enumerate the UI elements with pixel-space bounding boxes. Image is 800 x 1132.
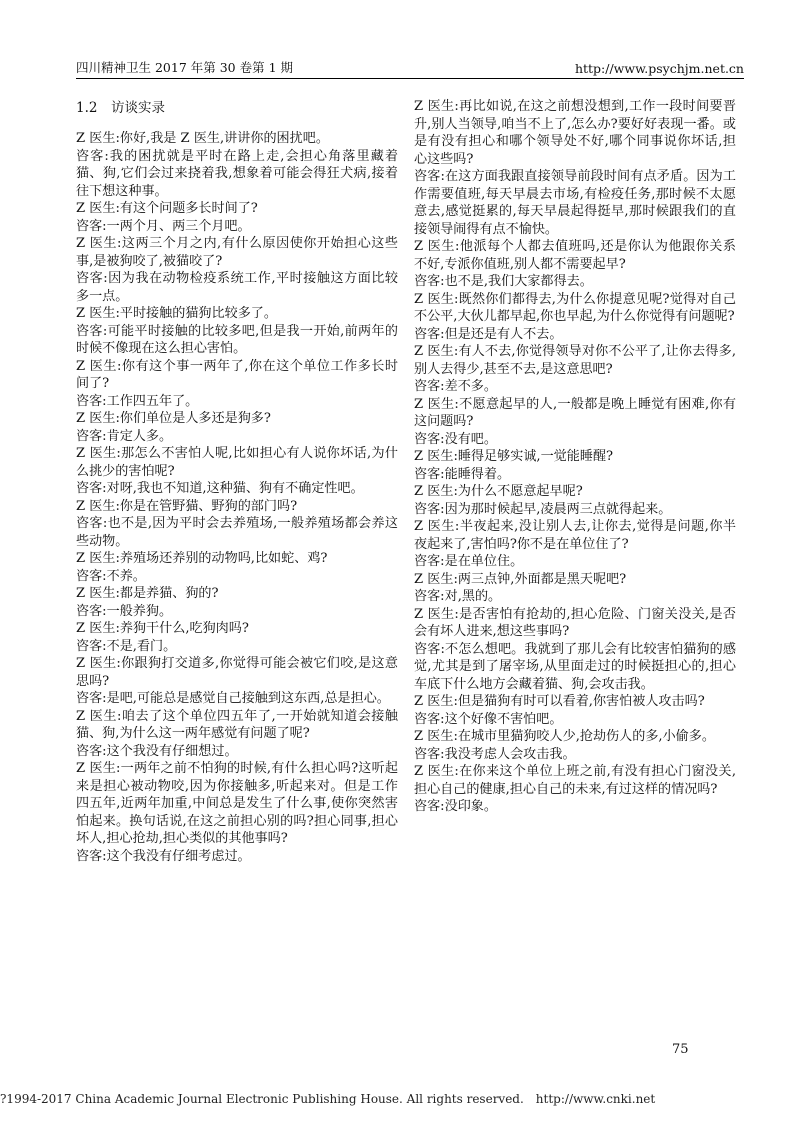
right-dialogue (414, 98, 736, 816)
dialogue-paragraph: 咨客:是在单位住。 (414, 554, 524, 569)
dialogue-paragraph: Z 医生:有人不去,你觉得领导对你不公平了,让你去得多,别人去得少,甚至不去,是这意思吧? (414, 344, 736, 377)
header-rule (76, 78, 744, 79)
dialogue-paragraph: Z 医生:半夜起来,没让别人去,让你去,觉得是问题,你半夜起来了,害怕吗?你不是在单位住了? (414, 519, 736, 552)
dialogue-paragraph: 咨客:一般养狗。 (76, 603, 173, 619)
dialogue-paragraph: 咨客:没印象。 (414, 799, 497, 814)
dialogue-paragraph: 咨客:不是,看门。 (76, 638, 177, 654)
dialogue-paragraph: Z 医生:养狗干什么,吃狗肉吗? (76, 621, 249, 636)
running-header (76, 56, 744, 76)
dialogue-paragraph: Z 医生:不愿意起早的人,一般都是晚上睡觉有困难,你有这问题吗? (414, 396, 736, 429)
journal-citation: 四川精神卫生 2017 年第 30 卷第 1 期 (76, 60, 294, 75)
copyright-footer: ?1994-2017 China Academic Journal Electronic Publishing House. All rights reserved. http://www.cnki.net (0, 1092, 656, 1106)
dialogue-paragraph: 咨客:这个好像不害怕吧。 (414, 711, 563, 727)
journal-url: http://www.psychjm.net.cn (574, 61, 744, 76)
dialogue-paragraph: Z 医生:你有这个事一两年了,你在这个单位工作多长时间了? (76, 358, 398, 391)
dialogue-paragraph: Z 医生:都是养猫、狗的? (76, 586, 219, 601)
dialogue-paragraph: 咨客:差不多。 (414, 379, 497, 394)
dialogue-paragraph: 咨客:也不是,因为平时会去养殖场,一般养殖场都会养这些动物。 (76, 516, 398, 549)
dialogue-paragraph: 咨客:我的困扰就是平时在路上走,会担心角落里藏着猫、狗,它们会过来挠着我,想象着可能会得狂犬病,接着往下想这种事。 (76, 148, 398, 199)
dialogue-paragraph: 咨客:肯定人多。 (76, 428, 173, 444)
dialogue-paragraph: Z 医生:在你来这个单位上班之前,有没有担心门窗没关,担心自己的健康,担心自己的未来,有过这样的情况吗? (414, 764, 736, 797)
left-dialogue (76, 130, 398, 865)
section-title: 1.2 访谈实录 (76, 100, 165, 116)
dialogue-paragraph: 咨客:可能平时接触的比较多吧,但是我一开始,前两年的时候不像现在这么担心害怕。 (76, 323, 398, 356)
dialogue-paragraph: Z 医生:一两年之前不怕狗的时候,有什么担心吗?这听起来是担心被动物咬,因为你接触多,听起来对。但是工作四五年,近两年加重,中间总是发生了什么事,使你突然害怕起来。换句话说,在这之前担心别的吗?担心同事,担心坏人,担心抢劫,担心类似的其他事吗? (76, 761, 398, 846)
dialogue-paragraph: 咨客:能睡得着。 (414, 466, 511, 482)
dialogue-paragraph: 咨客:一两个月、两三个月吧。 (76, 218, 251, 234)
dialogue-paragraph: Z 医生:咱去了这个单位四五年了,一开始就知道会接触猫、狗,为什么这一两年感觉有问题了呢? (76, 708, 398, 741)
dialogue-paragraph: 咨客:这个我没有仔细考虑过。 (76, 848, 251, 864)
dialogue-paragraph: Z 医生:那怎么不害怕人呢,比如担心有人说你坏话,为什么挑少的害怕呢? (76, 446, 398, 479)
dialogue-paragraph: 咨客:没有吧。 (414, 431, 497, 447)
dialogue-paragraph: 咨客:这个我没有仔细想过。 (76, 743, 238, 759)
dialogue-paragraph: Z 医生:你好,我是 Z 医生,讲讲你的困扰吧。 (76, 131, 329, 146)
dialogue-paragraph: Z 医生:为什么不愿意起早呢? (414, 484, 583, 499)
dialogue-paragraph: Z 医生:养殖场还养别的动物吗,比如蛇、鸡? (76, 551, 328, 566)
dialogue-paragraph: 咨客:因为那时候起早,凌晨两三点就得起来。 (414, 501, 672, 517)
right-column (414, 98, 736, 816)
dialogue-paragraph: Z 医生:平时接触的猫狗比较多了。 (76, 306, 277, 321)
dialogue-paragraph: Z 医生:再比如说,在这之前想没想到,工作一段时间要晋升,别人当领导,咱当不上了,怎么办?要好好表现一番。或是有没有担心和哪个领导处不好,哪个同事说你坏话,担心这些吗? (414, 99, 736, 167)
dialogue-paragraph: Z 医生:在城市里猫狗咬人少,抢劫伤人的多,小偷多。 (414, 729, 715, 744)
dialogue-paragraph: 咨客:也不是,我们大家都得去。 (414, 274, 593, 289)
dialogue-paragraph: Z 医生:既然你们都得去,为什么你提意见呢?觉得对自己不公平,大伙儿都早起,你也早起,为什么你觉得有问题呢? (414, 291, 736, 324)
dialogue-paragraph: Z 医生:是否害怕有抢劫的,担心危险、门窗关没关,是否会有坏人进来,想这些事吗? (414, 606, 736, 639)
dialogue-paragraph: Z 医生:睡得足够实诚,一觉能睡醒? (414, 449, 614, 464)
dialogue-paragraph: Z 医生:他派每个人都去值班吗,还是你认为他跟你关系不好,专派你值班,别人都不需要起早? (414, 239, 736, 272)
page-number: 75 (672, 1042, 689, 1057)
dialogue-paragraph: 咨客:我没考虑人会攻击我。 (414, 746, 576, 762)
dialogue-paragraph: 咨客:对呀,我也不知道,这种猫、狗有不确定性吧。 (76, 481, 364, 496)
dialogue-paragraph: 咨客:不养。 (76, 568, 146, 584)
dialogue-paragraph: 咨客:在这方面我跟直接领导前段时间有点矛盾。因为工作需要值班,每天早晨去市场,有检疫任务,那时候不太愿意去,感觉挺累的,每天早晨起得挺早,那时候跟我们的直接领导闹得有点不愉快。 (414, 169, 736, 237)
dialogue-paragraph: Z 医生:这两三个月之内,有什么原因使你开始担心这些事,是被狗咬了,被猫咬了? (76, 236, 398, 269)
dialogue-paragraph: 咨客:工作四五年了。 (76, 393, 199, 409)
dialogue-paragraph: Z 医生:有这个问题多长时间了? (76, 201, 258, 216)
dialogue-paragraph: 咨客:是吧,可能总是感觉自己接触到这东西,总是担心。 (76, 691, 390, 706)
left-column (76, 98, 398, 865)
dialogue-paragraph: Z 医生:但是猫狗有时可以看着,你害怕被人攻击吗? (414, 694, 705, 709)
dialogue-paragraph: 咨客:对,黑的。 (414, 589, 502, 604)
dialogue-paragraph: 咨客:但是还是有人不去。 (414, 326, 563, 342)
dialogue-paragraph: Z 医生:你是在管野猫、野狗的部门吗? (76, 498, 298, 514)
dialogue-paragraph: Z 医生:你们单位是人多还是狗多? (76, 411, 271, 426)
dialogue-paragraph: 咨客:不怎么想吧。我就到了那儿会有比较害怕猫狗的感觉,尤其是到了屠宰场,从里面走过的时候挺担心的,担心车底下什么地方会藏着猫、狗,会攻击我。 (414, 641, 736, 692)
dialogue-paragraph: Z 医生:两三点钟,外面都是黑天呢吧? (414, 571, 627, 587)
dialogue-paragraph: 咨客:因为我在动物检疫系统工作,平时接触这方面比较多一点。 (76, 271, 398, 304)
dialogue-paragraph: Z 医生:你跟狗打交道多,你觉得可能会被它们咬,是这意思吗? (76, 656, 398, 689)
